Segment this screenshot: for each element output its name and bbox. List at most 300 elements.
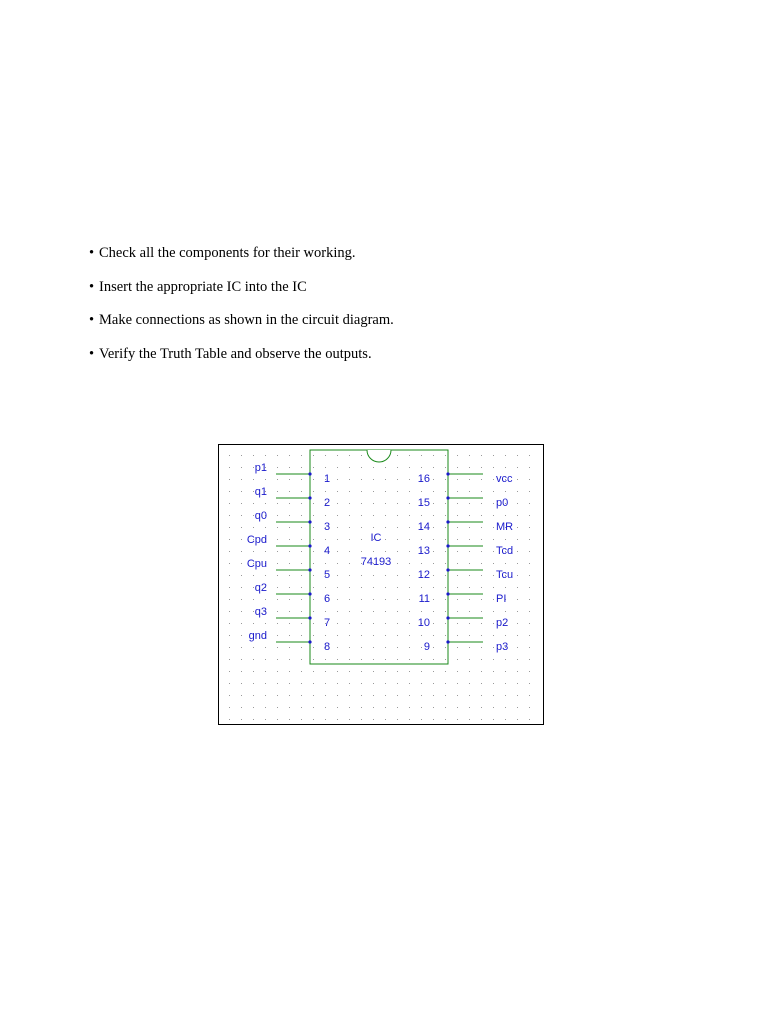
grid-dot (517, 683, 518, 684)
grid-dot (505, 611, 506, 612)
grid-dot (301, 671, 302, 672)
grid-dot (529, 587, 530, 588)
grid-dot (325, 683, 326, 684)
grid-dot (289, 575, 290, 576)
grid-dot (445, 635, 446, 636)
grid-dot (337, 575, 338, 576)
grid-dot (277, 539, 278, 540)
grid-dot (457, 539, 458, 540)
grid-dot (529, 467, 530, 468)
grid-dot (349, 719, 350, 720)
pin-signal-label: q3 (254, 606, 267, 618)
grid-dot (481, 503, 482, 504)
grid-dot (373, 599, 374, 600)
bullet-icon: • (89, 345, 95, 362)
grid-dot (433, 491, 434, 492)
diagram-border (219, 445, 544, 725)
grid-dot (289, 491, 290, 492)
grid-dot (313, 719, 314, 720)
grid-dot (241, 695, 242, 696)
grid-dot (301, 539, 302, 540)
grid-dot (445, 551, 446, 552)
grid-dot (313, 635, 314, 636)
pin-signal-label: gnd (248, 630, 267, 642)
grid-dot (313, 575, 314, 576)
grid-dot (421, 671, 422, 672)
grid-dot (433, 551, 434, 552)
grid-dot (385, 611, 386, 612)
grid-dot (457, 503, 458, 504)
grid-dot (229, 503, 230, 504)
grid-dot (373, 527, 374, 528)
grid-dot (385, 479, 386, 480)
pin-junction-dot (446, 640, 449, 643)
grid-dot (529, 527, 530, 528)
grid-dot (229, 659, 230, 660)
grid-dot (529, 623, 530, 624)
grid-dot (481, 491, 482, 492)
grid-dot (481, 527, 482, 528)
grid-dot (421, 455, 422, 456)
grid-dot (325, 659, 326, 660)
grid-dot (481, 647, 482, 648)
grid-dot (517, 539, 518, 540)
grid-dot (385, 719, 386, 720)
grid-dot (493, 563, 494, 564)
grid-dot (433, 659, 434, 660)
grid-dot (457, 551, 458, 552)
grid-dot (325, 695, 326, 696)
grid-dot (517, 527, 518, 528)
grid-dot (481, 515, 482, 516)
grid-dot (409, 527, 410, 528)
grid-dot (289, 563, 290, 564)
grid-dot (229, 479, 230, 480)
grid-dot (361, 551, 362, 552)
grid-dot (505, 587, 506, 588)
grid-dot (457, 575, 458, 576)
grid-dot (529, 575, 530, 576)
grid-dot (301, 491, 302, 492)
grid-dot (361, 719, 362, 720)
grid-dot (337, 671, 338, 672)
grid-dot (241, 503, 242, 504)
grid-dot (337, 491, 338, 492)
grid-dot (313, 647, 314, 648)
grid-dot (481, 659, 482, 660)
grid-dot (241, 563, 242, 564)
grid-dot (301, 599, 302, 600)
grid-dot (493, 599, 494, 600)
grid-dot (313, 671, 314, 672)
procedure-step (89, 345, 394, 363)
grid-dot (301, 503, 302, 504)
grid-dot (385, 683, 386, 684)
grid-dot (229, 707, 230, 708)
grid-dot (493, 719, 494, 720)
grid-dot (277, 467, 278, 468)
grid-dot (241, 455, 242, 456)
grid-dot (469, 671, 470, 672)
grid-dot (445, 719, 446, 720)
grid-dot (349, 515, 350, 516)
grid-dot (517, 563, 518, 564)
grid-dot (409, 599, 410, 600)
grid-dot (409, 635, 410, 636)
grid-dot (385, 647, 386, 648)
grid-dot (445, 563, 446, 564)
grid-dot (313, 683, 314, 684)
grid-dot (337, 599, 338, 600)
grid-dot (325, 587, 326, 588)
grid-dot (253, 455, 254, 456)
grid-dot (469, 527, 470, 528)
grid-dot (229, 539, 230, 540)
grid-dot (253, 623, 254, 624)
grid-dot (469, 635, 470, 636)
grid-dot (241, 611, 242, 612)
grid-dot (373, 647, 374, 648)
grid-dot (325, 635, 326, 636)
grid-dot (433, 623, 434, 624)
grid-dot (409, 611, 410, 612)
pin-signal-label: Cpd (246, 534, 267, 546)
grid-dot (349, 707, 350, 708)
grid-dot (385, 539, 386, 540)
grid-dot (277, 695, 278, 696)
grid-dot (529, 707, 530, 708)
grid-dot (277, 575, 278, 576)
grid-dot (421, 719, 422, 720)
grid-dot (385, 587, 386, 588)
grid-dot (349, 635, 350, 636)
pin-signal-label: q2 (254, 582, 267, 594)
grid-dot (457, 635, 458, 636)
grid-dot (445, 575, 446, 576)
grid-dot (469, 707, 470, 708)
grid-dot (313, 551, 314, 552)
grid-dot (289, 647, 290, 648)
grid-dot (241, 647, 242, 648)
grid-dot (373, 503, 374, 504)
grid-dot (229, 575, 230, 576)
grid-dot (289, 479, 290, 480)
grid-dot (385, 575, 386, 576)
grid-dot (325, 563, 326, 564)
grid-dot (517, 647, 518, 648)
grid-dot (445, 503, 446, 504)
grid-dot (469, 587, 470, 588)
grid-dot (517, 575, 518, 576)
grid-dot (253, 719, 254, 720)
grid-dot (337, 611, 338, 612)
grid-dot (253, 503, 254, 504)
step-text: Verify the Truth Table and observe the outputs. (99, 345, 372, 362)
grid-dot (301, 659, 302, 660)
grid-dot (337, 683, 338, 684)
grid-dot (349, 611, 350, 612)
grid-dot (289, 551, 290, 552)
grid-dot (253, 575, 254, 576)
grid-dot (385, 551, 386, 552)
grid-dot (457, 683, 458, 684)
grid-dot (409, 491, 410, 492)
grid-dot (457, 479, 458, 480)
grid-dot (469, 479, 470, 480)
grid-dot (529, 551, 530, 552)
grid-dot (361, 647, 362, 648)
grid-dot (325, 719, 326, 720)
grid-dot (265, 647, 266, 648)
grid-dot (529, 455, 530, 456)
grid-dot (421, 491, 422, 492)
grid-dot (265, 707, 266, 708)
grid-dot (505, 695, 506, 696)
grid-dot (469, 551, 470, 552)
grid-dot (277, 491, 278, 492)
grid-dot (349, 491, 350, 492)
grid-dot (433, 479, 434, 480)
grid-dot (397, 455, 398, 456)
grid-dot (409, 575, 410, 576)
grid-dot (277, 683, 278, 684)
grid-dot (517, 491, 518, 492)
grid-dot (361, 695, 362, 696)
grid-dot (481, 671, 482, 672)
grid-dot (481, 455, 482, 456)
grid-dot (469, 563, 470, 564)
grid-dot (409, 455, 410, 456)
pin-junction-dot (308, 520, 311, 523)
grid-dot (517, 719, 518, 720)
grid-dot (229, 635, 230, 636)
grid-dot (397, 707, 398, 708)
grid-dot (361, 635, 362, 636)
grid-dot (481, 623, 482, 624)
grid-dot (313, 659, 314, 660)
grid-dot (313, 491, 314, 492)
grid-dot (409, 551, 410, 552)
grid-dot (529, 671, 530, 672)
grid-dot (385, 599, 386, 600)
grid-dot (385, 707, 386, 708)
grid-dot (349, 467, 350, 468)
grid-dot (313, 479, 314, 480)
bullet-icon: • (89, 245, 95, 261)
grid-dot (433, 719, 434, 720)
grid-dot (493, 467, 494, 468)
grid-dot (445, 599, 446, 600)
grid-dot (253, 599, 254, 600)
pin-signal-label: p1 (254, 462, 267, 474)
chip-label: IC (370, 532, 382, 544)
grid-dot (505, 539, 506, 540)
grid-dot (433, 707, 434, 708)
grid-dot (457, 611, 458, 612)
grid-dot (445, 623, 446, 624)
pin-number: 16 (417, 473, 430, 485)
grid-dot (493, 683, 494, 684)
pin-number: 7 (324, 617, 331, 629)
grid-dot (421, 467, 422, 468)
grid-dot (229, 527, 230, 528)
grid-dot (241, 551, 242, 552)
grid-dot (241, 575, 242, 576)
grid-dot (289, 659, 290, 660)
grid-dot (289, 599, 290, 600)
grid-dot (289, 455, 290, 456)
grid-dot (253, 659, 254, 660)
grid-dot (481, 587, 482, 588)
grid-dot (409, 695, 410, 696)
grid-dot (241, 479, 242, 480)
grid-dot (301, 683, 302, 684)
grid-dot (241, 467, 242, 468)
grid-dot (361, 455, 362, 456)
grid-dot (493, 527, 494, 528)
grid-dot (421, 647, 422, 648)
grid-dot (529, 539, 530, 540)
grid-dot (385, 623, 386, 624)
grid-dot (385, 467, 386, 468)
grid-dot (457, 647, 458, 648)
grid-dot (469, 599, 470, 600)
grid-dot (445, 539, 446, 540)
grid-dot (265, 479, 266, 480)
step-text: Insert the appropriate IC into the IC (99, 278, 307, 295)
grid-dot (277, 599, 278, 600)
grid-dot (397, 575, 398, 576)
grid-dot (493, 503, 494, 504)
grid-dot (349, 695, 350, 696)
grid-dot (349, 527, 350, 528)
grid-dot (229, 623, 230, 624)
grid-dot (493, 551, 494, 552)
grid-dot (493, 575, 494, 576)
grid-dot (421, 707, 422, 708)
grid-dot (445, 479, 446, 480)
grid-dot (229, 647, 230, 648)
grid-dot (445, 515, 446, 516)
grid-dot (433, 539, 434, 540)
grid-dot (481, 575, 482, 576)
grid-dot (421, 611, 422, 612)
step-text: Make connections as shown in the circuit diagram. (99, 312, 394, 328)
grid-dot (253, 551, 254, 552)
grid-dot (385, 527, 386, 528)
grid-dot (409, 719, 410, 720)
grid-dot (457, 467, 458, 468)
grid-dot (481, 611, 482, 612)
grid-dot (313, 707, 314, 708)
grid-dot (229, 455, 230, 456)
grid-dot (349, 671, 350, 672)
grid-dot (445, 683, 446, 684)
grid-dot (517, 479, 518, 480)
grid-dot (457, 671, 458, 672)
grid-dot (361, 659, 362, 660)
grid-dot (301, 623, 302, 624)
pin-junction-dot (308, 640, 311, 643)
grid-dot (493, 587, 494, 588)
grid-dot (493, 635, 494, 636)
grid-dot (409, 467, 410, 468)
grid-dot (301, 719, 302, 720)
grid-dot (301, 695, 302, 696)
grid-dot (241, 671, 242, 672)
grid-dot (373, 587, 374, 588)
grid-dot (397, 671, 398, 672)
grid-dot (337, 635, 338, 636)
grid-dot (337, 515, 338, 516)
grid-dot (529, 647, 530, 648)
grid-dot (325, 671, 326, 672)
grid-dot (277, 707, 278, 708)
grid-dot (313, 563, 314, 564)
grid-dot (277, 455, 278, 456)
grid-dot (421, 683, 422, 684)
grid-dot (313, 503, 314, 504)
grid-dot (457, 623, 458, 624)
grid-dot (313, 599, 314, 600)
grid-dot (373, 719, 374, 720)
grid-dot (505, 671, 506, 672)
grid-dot (349, 683, 350, 684)
grid-dot (493, 659, 494, 660)
grid-dot (241, 635, 242, 636)
grid-dot (433, 563, 434, 564)
grid-dot (277, 647, 278, 648)
grid-dot (481, 479, 482, 480)
grid-dot (397, 515, 398, 516)
grid-dot (445, 611, 446, 612)
grid-dot (277, 479, 278, 480)
grid-dot (349, 563, 350, 564)
grid-dot (529, 479, 530, 480)
grid-dot (457, 695, 458, 696)
grid-dot (469, 455, 470, 456)
grid-dot (493, 707, 494, 708)
pin-junction-dot (446, 616, 449, 619)
grid-dot (349, 455, 350, 456)
grid-dot (265, 527, 266, 528)
grid-dot (241, 623, 242, 624)
grid-dot (229, 587, 230, 588)
grid-dot (349, 479, 350, 480)
grid-dot (493, 611, 494, 612)
grid-dot (445, 695, 446, 696)
grid-dot (241, 539, 242, 540)
grid-dot (301, 647, 302, 648)
grid-dot (349, 647, 350, 648)
grid-dot (505, 707, 506, 708)
grid-dot (277, 515, 278, 516)
grid-dot (289, 671, 290, 672)
grid-dot (241, 527, 242, 528)
grid-dot (289, 623, 290, 624)
grid-dot (481, 599, 482, 600)
pin-number: 12 (417, 569, 430, 581)
grid-dot (337, 587, 338, 588)
grid-dot (433, 527, 434, 528)
grid-dot (397, 683, 398, 684)
grid-dot (265, 659, 266, 660)
grid-dot (517, 611, 518, 612)
grid-dot (337, 707, 338, 708)
grid-dot (517, 455, 518, 456)
pin-junction-dot (308, 568, 311, 571)
grid-dot (253, 707, 254, 708)
